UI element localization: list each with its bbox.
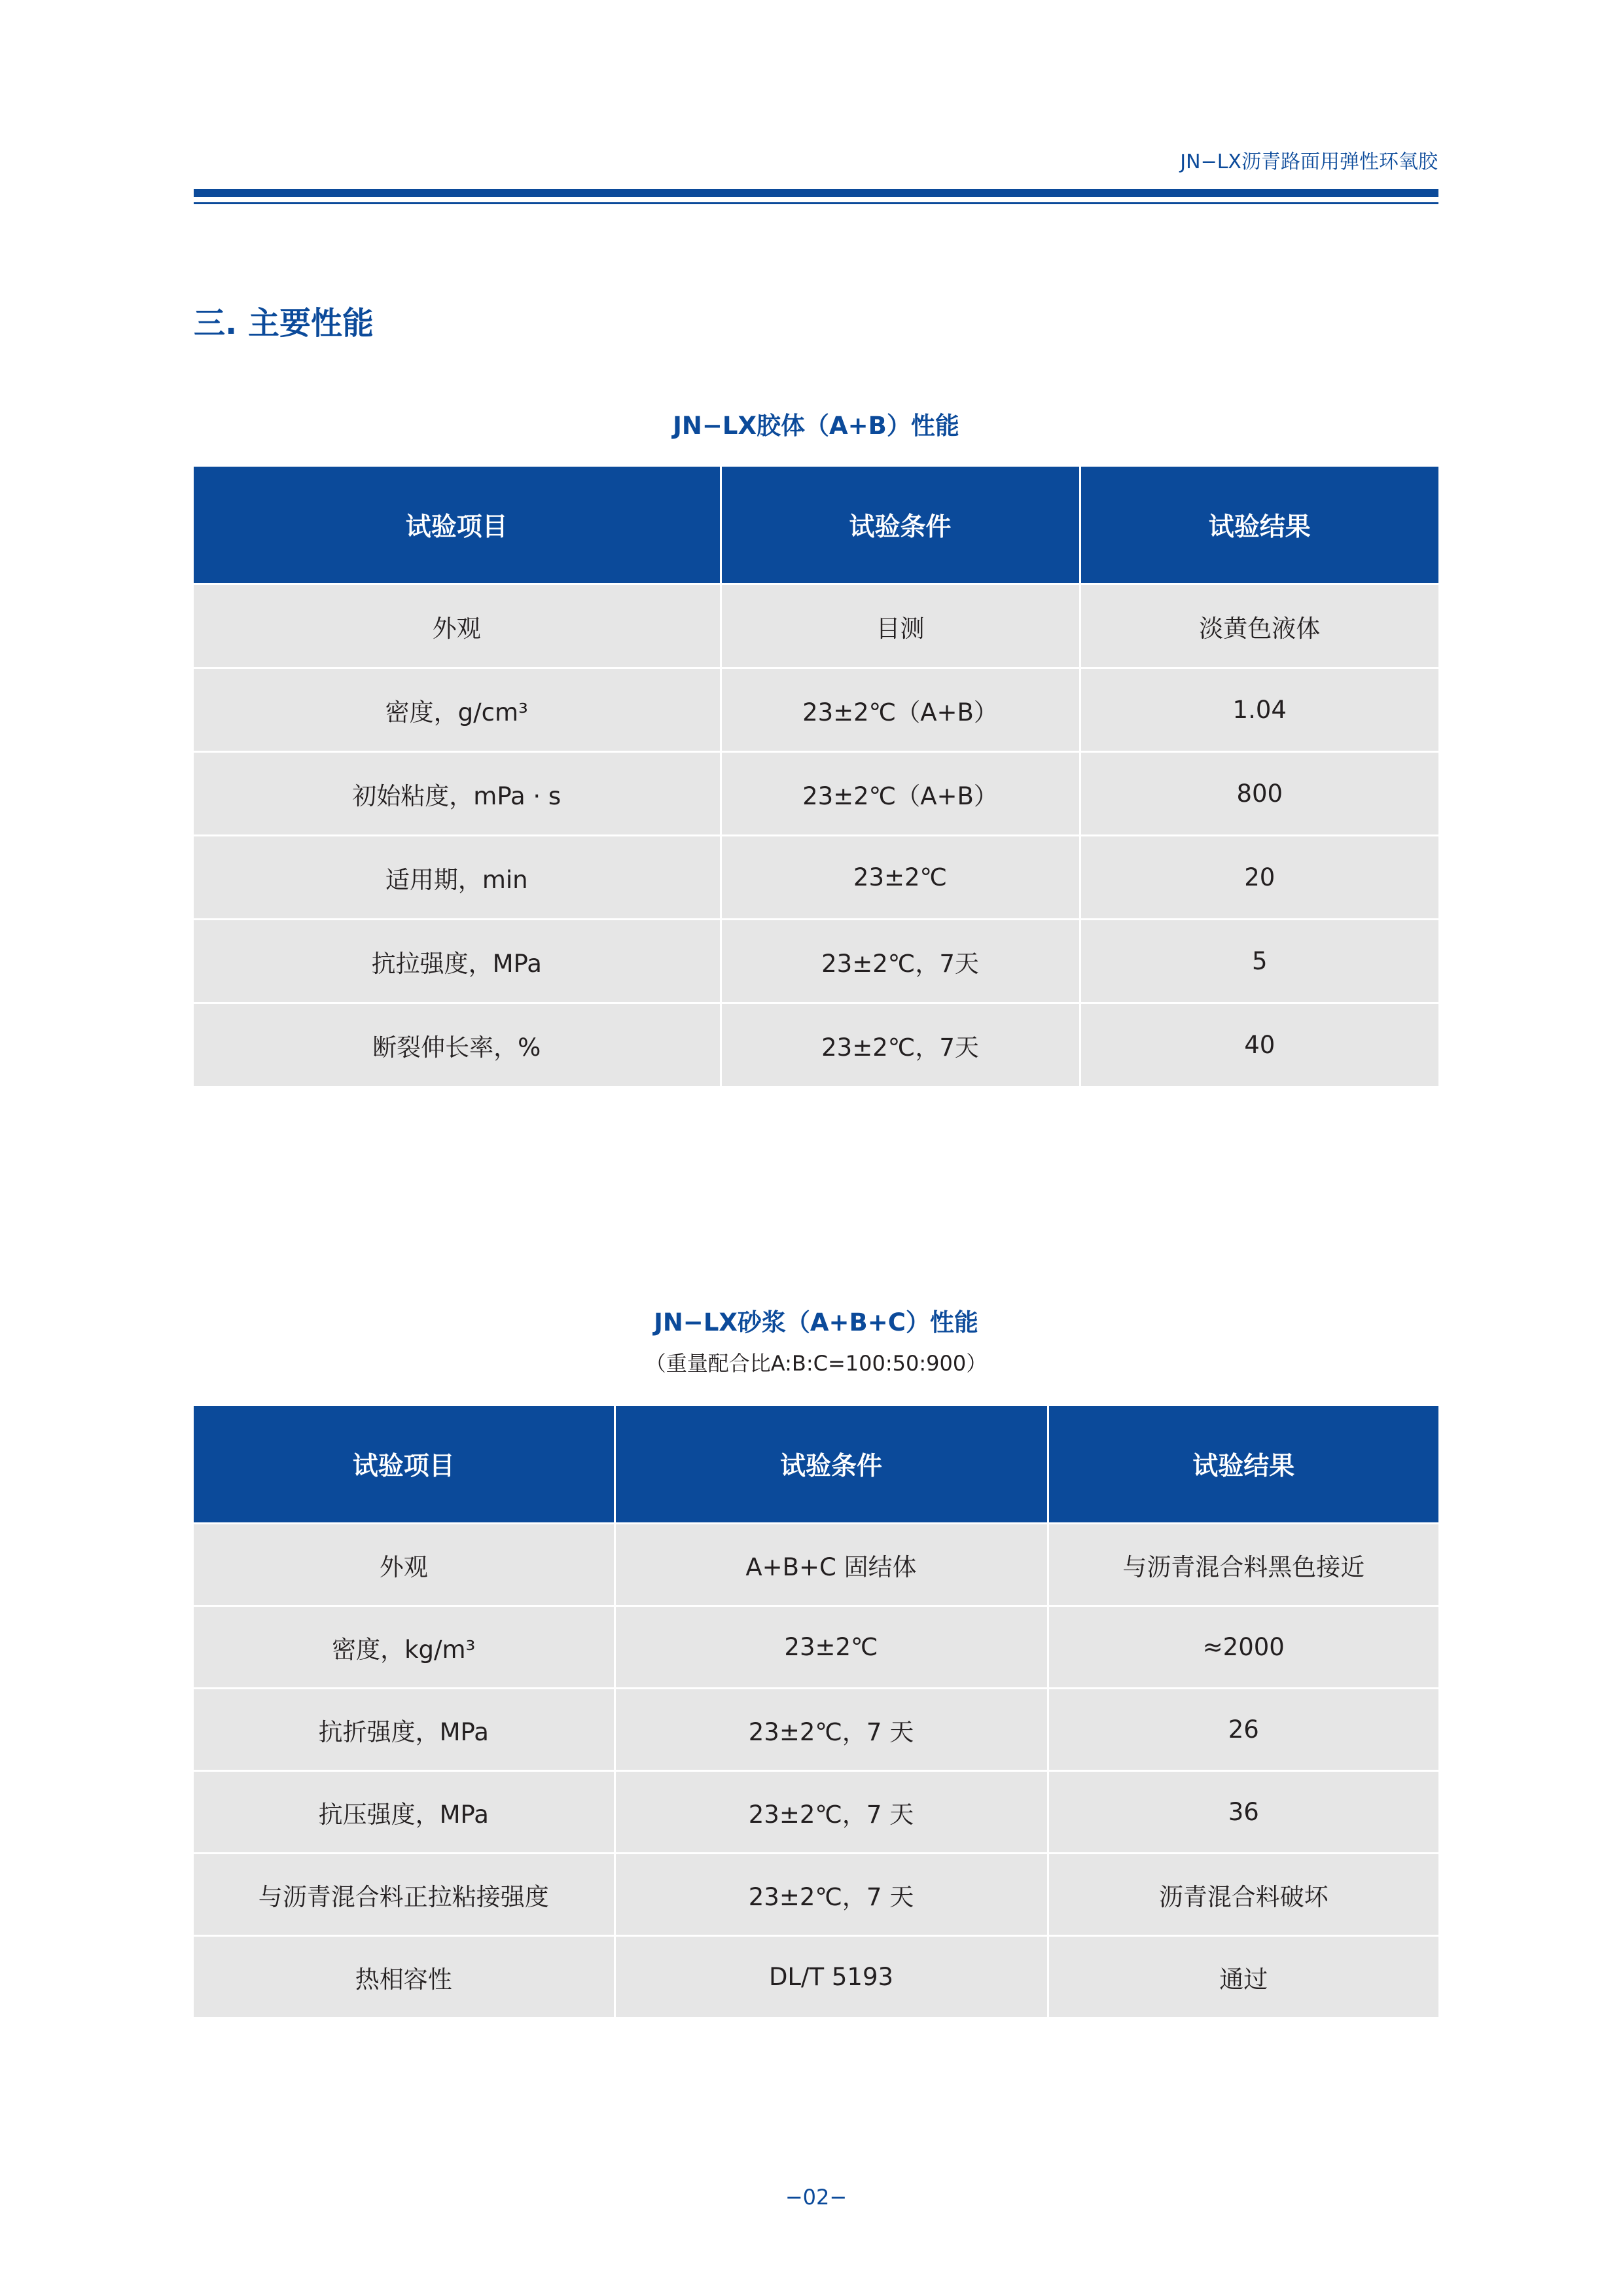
header-rule-thin (194, 202, 1438, 204)
cell-condition: 23±2℃ (721, 836, 1080, 920)
document-header-title: JN−LX沥青路面用弹性环氧胶 (1180, 151, 1438, 173)
colloid-performance-table (194, 467, 1438, 1086)
cell-item: 断裂伸长率，% (194, 1003, 721, 1086)
cell-result: 800 (1080, 752, 1438, 836)
cell-result: 淡黄色液体 (1080, 584, 1438, 668)
table-row (194, 752, 1438, 836)
cell-condition: 目测 (721, 584, 1080, 668)
header-test-item: 试验项目 (194, 467, 721, 584)
cell-result: ≈2000 (1048, 1606, 1438, 1689)
table-header-row (194, 467, 1438, 584)
section-title: 三. 主要性能 (194, 305, 374, 342)
cell-condition: 23±2℃，7天 (721, 920, 1080, 1003)
header-rule-thick (194, 189, 1438, 197)
table-row (194, 1854, 1438, 1936)
cell-result: 26 (1048, 1689, 1438, 1771)
table-row (194, 1606, 1438, 1689)
table-row (194, 584, 1438, 668)
table-row (194, 920, 1438, 1003)
cell-result: 通过 (1048, 1936, 1438, 2018)
cell-item: 外观 (194, 584, 721, 668)
cell-condition: A+B+C 固结体 (615, 1524, 1048, 1606)
cell-item: 密度，g/cm³ (194, 668, 721, 752)
table-row (194, 1936, 1438, 2018)
cell-condition: 23±2℃，7 天 (615, 1689, 1048, 1771)
table-row (194, 668, 1438, 752)
cell-item: 抗压强度，MPa (194, 1771, 615, 1854)
table-row (194, 836, 1438, 920)
cell-result: 沥青混合料破坏 (1048, 1854, 1438, 1936)
cell-result: 40 (1080, 1003, 1438, 1086)
cell-condition: 23±2℃，7天 (721, 1003, 1080, 1086)
table1-title: JN−LX胶体（A+B）性能 (673, 412, 959, 440)
page-number: −02− (785, 2185, 847, 2210)
cell-result: 36 (1048, 1771, 1438, 1854)
cell-condition: 23±2℃ (615, 1606, 1048, 1689)
cell-item: 初始粘度，mPa · s (194, 752, 721, 836)
header-test-result: 试验结果 (1048, 1406, 1438, 1524)
cell-item: 外观 (194, 1524, 615, 1606)
table-row (194, 1003, 1438, 1086)
table-row (194, 1771, 1438, 1854)
cell-result: 20 (1080, 836, 1438, 920)
cell-item: 抗拉强度，MPa (194, 920, 721, 1003)
cell-item: 抗折强度，MPa (194, 1689, 615, 1771)
cell-condition: 23±2℃，7 天 (615, 1854, 1048, 1936)
cell-condition: 23±2℃（A+B） (721, 752, 1080, 836)
cell-result: 5 (1080, 920, 1438, 1003)
table-header-row (194, 1406, 1438, 1524)
header-test-condition: 试验条件 (721, 467, 1080, 584)
cell-result: 与沥青混合料黑色接近 (1048, 1524, 1438, 1606)
cell-result: 1.04 (1080, 668, 1438, 752)
table2-title: JN−LX砂浆（A+B+C）性能 (654, 1308, 978, 1336)
header-test-item: 试验项目 (194, 1406, 615, 1524)
cell-condition: 23±2℃，7 天 (615, 1771, 1048, 1854)
cell-item: 热相容性 (194, 1936, 615, 2018)
header-test-condition: 试验条件 (615, 1406, 1048, 1524)
mortar-performance-table (194, 1406, 1438, 2017)
cell-item: 与沥青混合料正拉粘接强度 (194, 1854, 615, 1936)
table-row (194, 1524, 1438, 1606)
header-test-result: 试验结果 (1080, 467, 1438, 584)
cell-condition: DL/T 5193 (615, 1936, 1048, 2018)
cell-item: 密度，kg/m³ (194, 1606, 615, 1689)
cell-condition: 23±2℃（A+B） (721, 668, 1080, 752)
table-row (194, 1689, 1438, 1771)
cell-item: 适用期，min (194, 836, 721, 920)
table2-subtitle: （重量配合比A:B:C=100:50:900） (645, 1351, 988, 1376)
